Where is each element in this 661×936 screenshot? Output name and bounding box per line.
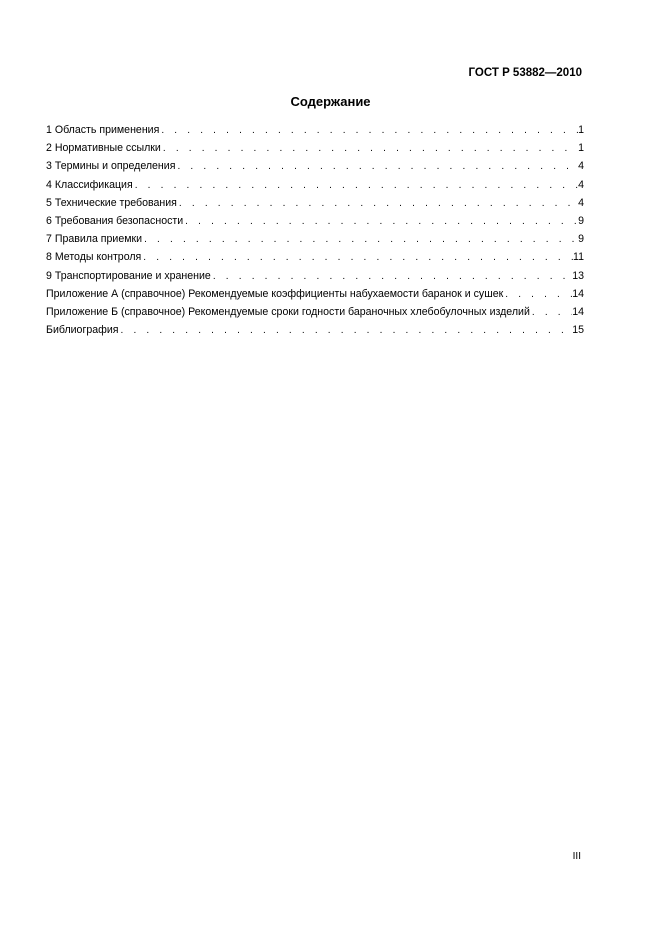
table-of-contents [46, 121, 584, 339]
toc-entry[interactable] [46, 248, 584, 266]
toc-entry-title: 2 Нормативные ссылки [46, 142, 161, 155]
toc-dot-leader [161, 140, 578, 158]
toc-entry-page: 4 [578, 196, 584, 209]
toc-entry[interactable] [46, 176, 584, 194]
toc-entry[interactable] [46, 321, 584, 339]
toc-entry-title: Приложение А (справочное) Рекомендуемые коэффициенты набухаемости баранок и сушек [46, 287, 504, 300]
toc-entry[interactable] [46, 230, 584, 248]
toc-dot-leader [530, 304, 572, 322]
toc-entry-title: 4 Классификация [46, 178, 133, 191]
toc-entry-title: 9 Транспортирование и хранение [46, 269, 211, 282]
toc-dot-leader [177, 195, 578, 213]
toc-dot-leader [183, 213, 578, 231]
toc-entry[interactable] [46, 194, 584, 212]
toc-dot-leader [141, 249, 573, 267]
toc-entry-page: 14 [572, 287, 584, 300]
toc-dot-leader [159, 122, 578, 140]
toc-entry-title: 6 Требования безопасности [46, 214, 184, 227]
toc-entry-title: Библиография [46, 324, 119, 337]
toc-entry[interactable] [46, 157, 584, 175]
toc-entry[interactable] [46, 139, 584, 157]
toc-dot-leader [211, 268, 572, 286]
toc-entry[interactable] [46, 267, 584, 285]
toc-dot-leader [503, 286, 572, 304]
toc-entry-title: 1 Область применения [46, 124, 160, 136]
toc-heading: Содержание [290, 94, 371, 109]
toc-entry-page: 9 [578, 233, 584, 246]
toc-entry-page: 4 [578, 160, 584, 173]
document-code: ГОСТ Р 53882—2010 [468, 67, 582, 79]
toc-entry-title: 5 Технические требования [46, 196, 177, 209]
toc-entry-title: 3 Термины и определения [46, 160, 176, 173]
page-number: III [572, 851, 581, 862]
toc-dot-leader [133, 177, 578, 195]
toc-entry-page: 15 [572, 324, 584, 337]
toc-dot-leader [118, 322, 572, 340]
toc-entry-title: Приложение Б (справочное) Рекомендуемые сроки годности бараночных хлебобулочных изделий [46, 305, 530, 318]
toc-entry-page: 13 [572, 269, 584, 282]
toc-entry[interactable] [46, 285, 584, 303]
toc-entry-page: 14 [572, 305, 584, 318]
toc-entry-page: 4 [578, 178, 584, 191]
toc-entry[interactable] [46, 212, 584, 230]
toc-entry-page: 11 [573, 251, 584, 264]
toc-entry-page: 9 [578, 214, 584, 227]
toc-entry[interactable] [46, 121, 584, 139]
toc-entry-title: 7 Правила приемки [46, 233, 143, 246]
toc-entry-page: 1 [578, 142, 584, 155]
toc-entry[interactable] [46, 303, 584, 321]
toc-dot-leader [175, 158, 578, 176]
toc-entry-page: 1 [578, 124, 584, 136]
toc-entry-title: 8 Методы контроля [46, 251, 142, 264]
toc-dot-leader [142, 231, 578, 249]
